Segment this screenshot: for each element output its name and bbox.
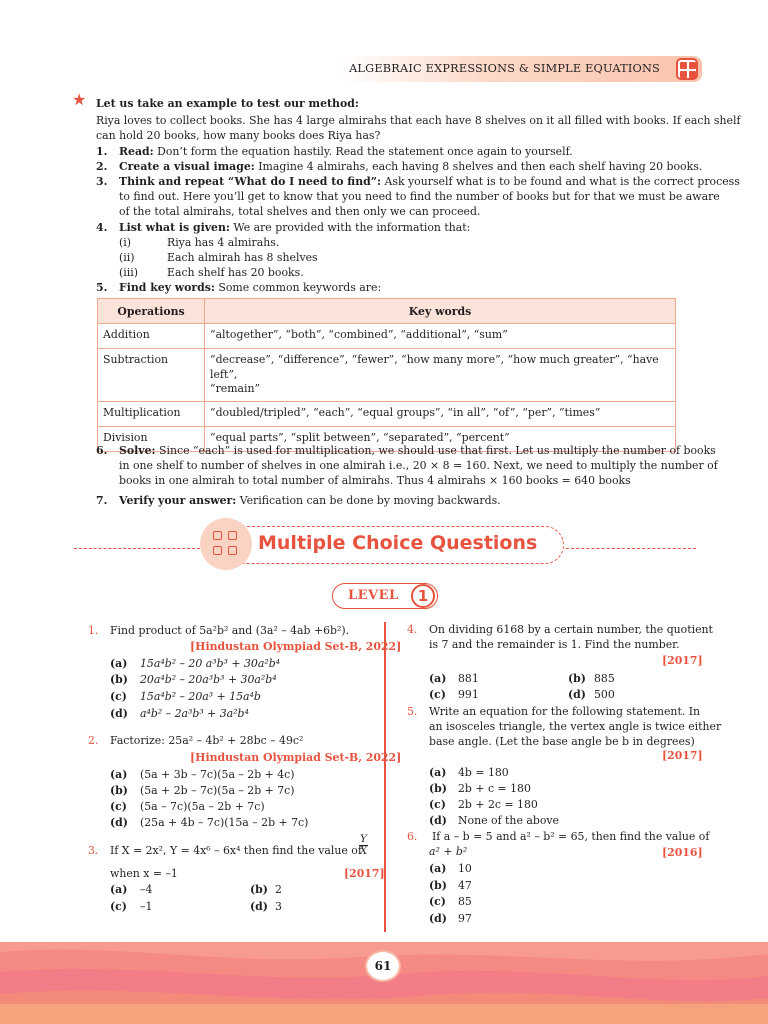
option-label: (a) [110,768,128,781]
option-label: (b) [429,879,447,892]
option-text: 2 [275,883,282,896]
option-label: (c) [429,798,446,811]
step-number: 4. [96,221,108,234]
checklist-icon [200,518,252,570]
option-label: (b) [110,784,128,797]
step-number: 2. [96,160,108,173]
step-text: books in one almirah to total number of almirahs. Thus 4 almirahs × 160 books = 640 books [119,474,631,487]
option-text: 2b + c = 180 [458,782,531,795]
table-row [98,401,676,426]
option-text: 4b = 180 [458,766,509,779]
table-cell: “doubled/tripled”, “each”, “equal groups”, “in all”, “of”, “per”, “times” [205,401,676,426]
step-number: 6. [96,444,108,457]
option-text: 991 [458,688,479,701]
table-header-row [98,299,676,324]
fraction-numerator: Y [360,833,367,845]
option-text: 15a⁴b² – 20 a³b³ + 30a²b⁴ [140,657,281,670]
option-label: (d) [429,912,447,925]
option-text: (5a + 3b – 7c)(5a – 2b + 4c) [140,768,295,781]
step-number: 3. [96,175,108,188]
question-source: [2017] [662,654,703,667]
question-text: base angle. (Let the base angle be b in degrees) [429,735,695,748]
star-icon: ★ [72,90,87,109]
question-source: [Hindustan Olympiad Set-B, 2022] [190,640,402,653]
option-label: (b) [250,883,268,896]
step-number: 1. [96,145,108,158]
question-text: Factorize: 25a² – 4b² + 28bc – 49c² [110,734,304,747]
step-text: Ask yourself what is to be found and what is the correct process [381,175,740,188]
step-label: Solve: [119,444,156,457]
option-text: None of the above [458,814,559,827]
option-text: –1 [140,900,153,913]
option-label: (b) [429,782,447,795]
level-number: 1 [411,584,435,608]
option-text: 47 [458,879,472,892]
chapter-header [340,56,702,82]
given-roman: (i) [119,236,131,249]
question-text: an isosceles triangle, the vertex angle is twice either [429,720,722,733]
option-label: (c) [429,895,446,908]
option-label: (d) [250,900,268,913]
option-label: (a) [429,672,447,685]
option-text: a⁴b² – 2a³b³ + 3a²b⁴ [140,707,249,720]
question-text: Write an equation for the following statement. In [429,705,701,718]
step-label: Read: [119,145,154,158]
step-5 [119,280,381,295]
table-cell: Division [98,426,205,451]
table-cell: Multiplication [98,401,205,426]
option-text: –4 [140,883,153,896]
option-label: (c) [429,688,446,701]
option-label: (c) [110,900,127,913]
step-text: Don’t form the equation hastily. Read the statement once again to yourself. [153,145,573,158]
calculator-icon [676,58,698,80]
question-text: If a – b = 5 and a² – b² = 65, then find the value of [432,830,710,843]
question-text: On dividing 6168 by a certain number, the quotient [429,623,713,636]
question-number: 2. [88,734,99,747]
option-label: (b) [568,672,586,685]
step-1 [119,144,573,159]
step-text: Imagine 4 almirahs, each having 8 shelves and then each shelf having 20 books. [254,160,703,173]
step-label: Verify your answer: [119,494,237,507]
question-text: is 7 and the remainder is 1. Find the number. [429,638,680,651]
step-3 [119,174,740,189]
question-number: 1. [88,624,99,637]
question-source: [2017] [344,867,385,880]
chapter-title: ALGEBRAIC EXPRESSIONS & SIMPLE EQUATIONS [349,62,660,75]
step-4 [119,220,470,235]
table-cell: Addition [98,324,205,349]
section-title: Multiple Choice Questions [258,532,538,554]
step-text: Some common keywords are: [214,281,382,294]
question-text: Find product of 5a²b² and (3a² – 4ab +6b²). [110,624,350,637]
option-label: (c) [110,690,127,703]
option-text: 20a⁴b² – 20a³b³ + 30a²b⁴ [140,673,277,686]
option-text: 85 [458,895,472,908]
option-text: 2b + 2c = 180 [458,798,538,811]
option-label: (a) [110,657,128,670]
table-cell: “altogether”, “both”, “combined”, “additional”, “sum” [205,324,676,349]
question-source: [Hindustan Olympiad Set-B, 2022] [190,751,402,764]
option-text: 885 [594,672,615,685]
option-label: (a) [110,883,128,896]
table-cell: “equal parts”, “split between”, “separated”, “percent” [205,426,676,451]
option-label: (c) [110,800,127,813]
option-text: (5a – 7c)(5a – 2b + 7c) [140,800,265,813]
example-heading: Let us take an example to test our method: [96,97,359,110]
question-text: If X = 2x², Y = 4x⁶ – 6x⁴ then find the value of [110,844,362,857]
option-label: (a) [429,766,447,779]
column-divider [384,622,386,932]
step-text: Verification can be done by moving backwards. [236,494,501,507]
option-text: 881 [458,672,479,685]
table-cell: Subtraction [98,349,205,402]
step-6 [119,443,716,458]
option-label: (d) [110,816,128,829]
step-label: Create a visual image: [119,160,255,173]
option-text: 10 [458,862,472,875]
fraction-y-over-x [359,834,368,857]
step-number: 5. [96,281,108,294]
question-number: 5. [407,705,418,718]
step-text: Since “each” is used for multiplication, we should use that first. Let us multiply the number of books [155,444,716,457]
option-label: (d) [429,814,447,827]
question-text: when x = –1 [110,867,178,880]
given-roman: (ii) [119,251,135,264]
question-source: [2017] [662,749,703,762]
step-label: Find key words: [119,281,215,294]
question-number: 4. [407,623,418,636]
column-header: Operations [98,299,205,324]
step-7 [119,493,501,508]
step-text: We are provided with the information that: [229,221,471,234]
table-row [98,349,676,402]
fraction-denominator: X [359,845,368,857]
step-2 [119,159,702,174]
keywords-table [97,298,676,452]
given-item: Each almirah has 8 shelves [167,251,318,264]
option-label: (a) [429,862,447,875]
option-label: (d) [110,707,128,720]
given-roman: (iii) [119,266,138,279]
divider [74,548,200,549]
option-label: (b) [110,673,128,686]
step-text: in one shelf to number of shelves in one almirah i.e., 20 × 8 = 160. Next, we need to multiply the number of [119,459,718,472]
intro-text: Riya loves to collect books. She has 4 large almirahs that each have 8 shelves on it all filled with books. If each shelf [96,114,741,127]
step-text: to find out. Here you’ll get to know that you need to find the number of books but for that we must be aware [119,190,720,203]
option-label: (d) [568,688,586,701]
step-label: Think and repeat “What do I need to find”: [119,175,382,188]
option-text: 15a⁴b² – 20a³ + 15a⁴b [140,690,261,703]
option-text: 500 [594,688,615,701]
question-number: 6. [407,830,418,843]
table-cell: “decrease”, “difference”, “fewer”, “how many more”, “how much greater”, “have left”, “remain” [205,349,676,402]
table-row [98,324,676,349]
given-item: Each shelf has 20 books. [167,266,304,279]
option-text: 3 [275,900,282,913]
question-number: 3. [88,844,99,857]
page-number: 61 [367,952,399,980]
option-text: (5a + 2b – 7c)(5a – 2b + 7c) [140,784,295,797]
intro-text: can hold 20 books, how many books does Riya has? [96,129,381,142]
option-text: 97 [458,912,472,925]
divider [566,548,696,549]
given-item: Riya has 4 almirahs. [167,236,280,249]
step-number: 7. [96,494,108,507]
option-text: (25a + 4b – 7c)(15a – 2b + 7c) [140,816,309,829]
question-text: a² + b² [429,845,468,858]
step-text: of the total almirahs, total shelves and then only we can proceed. [119,205,481,218]
step-label: List what is given: [119,221,230,234]
question-source: [2016] [662,846,703,859]
column-header: Key words [205,299,676,324]
level-label: LEVEL [348,588,399,603]
